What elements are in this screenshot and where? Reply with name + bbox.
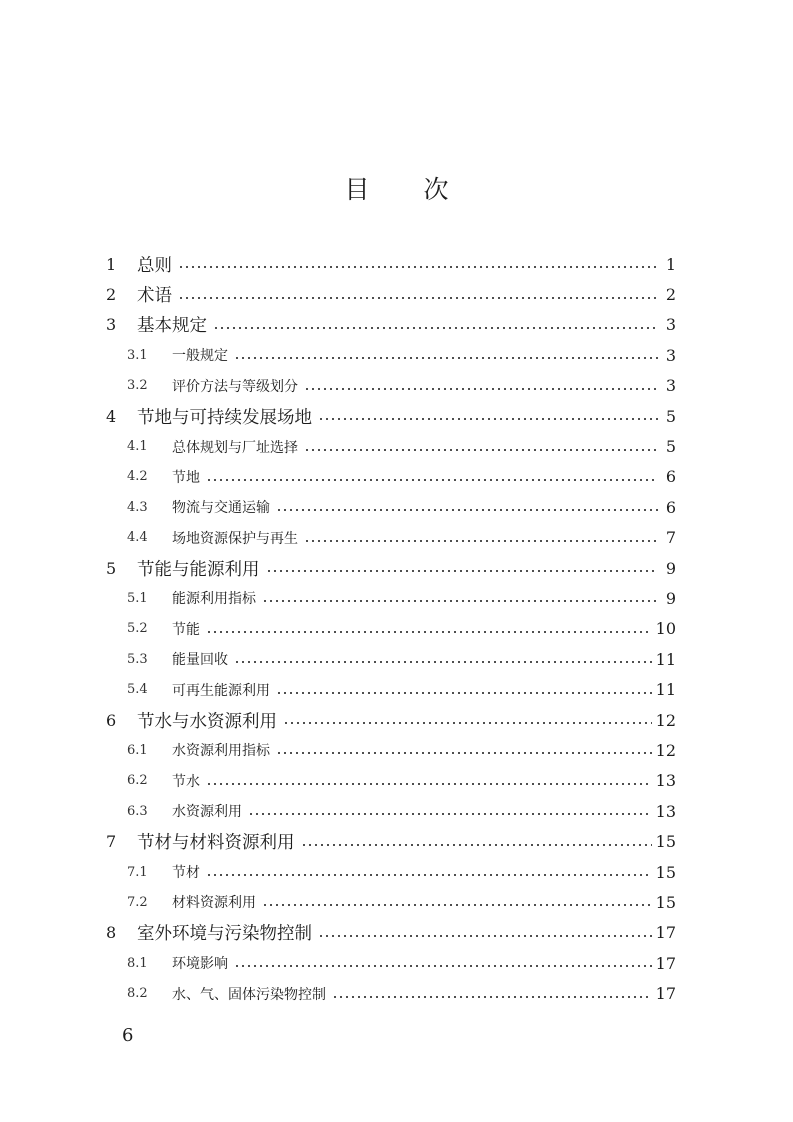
toc-section-entry[interactable] [106,644,676,674]
toc-dot-leader [234,661,652,663]
toc-entry-page: 13 [655,801,676,821]
toc-dot-leader [206,783,652,785]
toc-section-entry[interactable] [106,614,676,644]
page-title-char-2: 次 [423,175,449,204]
toc-chapter-entry[interactable] [106,249,676,279]
toc-entry-title: 节地与可持续发展场地 [137,407,312,428]
toc-entry-page: 11 [655,649,676,669]
toc-dot-leader [262,600,658,602]
toc-dot-leader [178,297,658,299]
toc-entry-title: 节材与材料资源利用 [137,833,295,854]
toc-entry-number: 6.2 [127,773,148,789]
toc-entry-number: 3.2 [127,378,148,394]
toc-section-entry[interactable] [106,978,676,1008]
toc-chapter-entry[interactable] [106,826,676,856]
toc-entry-number: 5.2 [127,621,148,637]
toc-entry-number: 3.1 [127,347,148,363]
toc-entry-number: 4.1 [127,439,148,455]
toc-dot-leader [318,935,652,937]
toc-entry-title: 节能 [172,621,200,638]
toc-dot-leader [283,722,652,724]
toc-entry-title: 节水 [172,773,200,790]
toc-section-entry[interactable] [106,462,676,492]
toc-entry-number: 4.3 [127,499,148,515]
toc-entry-title: 水、气、固体污染物控制 [172,986,326,1003]
toc-section-entry[interactable] [106,583,676,613]
toc-entry-page: 5 [665,437,676,457]
table-of-contents [106,249,676,1009]
toc-entry-page: 13 [655,771,676,791]
toc-dot-leader [276,509,658,511]
toc-entry-title: 评价方法与等级划分 [172,378,298,395]
toc-entry-number: 8.1 [127,955,148,971]
toc-entry-title: 节地 [172,469,200,486]
toc-entry-page: 9 [665,588,676,608]
toc-dot-leader [276,692,652,694]
toc-section-entry[interactable] [106,796,676,826]
toc-entry-number: 4.2 [127,469,148,485]
toc-dot-leader [178,266,658,268]
toc-entry-number: 4.4 [127,530,148,546]
toc-entry-title: 节材 [172,865,200,881]
toc-entry-title: 水资源利用指标 [172,743,270,760]
toc-entry-page: 15 [655,862,676,882]
toc-section-entry[interactable] [106,948,676,978]
toc-dot-leader [304,540,658,542]
toc-section-entry[interactable] [106,492,676,522]
toc-entry-title: 材料资源利用 [172,895,256,912]
toc-entry-number: 4 [106,406,117,426]
toc-entry-page: 17 [655,923,676,943]
toc-dot-leader [304,388,658,390]
toc-section-entry[interactable] [106,431,676,461]
toc-section-entry[interactable] [106,766,676,796]
toc-entry-number: 6.3 [127,803,148,819]
toc-dot-leader [262,904,652,906]
toc-entry-number: 3 [106,315,117,335]
toc-entry-page: 1 [665,254,676,274]
toc-dot-leader [266,570,659,572]
toc-entry-number: 5 [106,558,117,578]
toc-entry-page: 7 [665,528,676,548]
toc-entry-title: 室外环境与污染物控制 [137,924,312,945]
toc-section-entry[interactable] [106,887,676,917]
toc-chapter-entry[interactable] [106,553,676,583]
toc-dot-leader [276,752,652,754]
toc-entry-page: 15 [655,832,676,852]
toc-entry-title: 术语 [137,286,172,307]
page-number: 6 [122,1025,134,1046]
toc-entry-page: 6 [665,467,676,487]
toc-entry-title: 水资源利用 [172,804,242,821]
toc-entry-number: 7 [106,832,117,852]
toc-chapter-entry[interactable] [106,401,676,431]
toc-dot-leader [332,996,652,998]
toc-entry-title: 一般规定 [172,348,228,365]
toc-entry-title: 总体规划与厂址选择 [172,439,298,456]
toc-entry-page: 15 [655,892,676,912]
toc-entry-title: 总则 [137,255,172,276]
toc-entry-page: 17 [655,984,676,1004]
toc-entry-number: 5.1 [127,590,148,606]
toc-entry-number: 6.1 [127,742,148,758]
toc-entry-number: 5.4 [127,682,148,698]
toc-dot-leader [301,844,652,846]
toc-entry-number: 5.3 [127,651,148,667]
toc-dot-leader [234,357,658,359]
toc-entry-page: 3 [665,315,676,335]
toc-chapter-entry[interactable] [106,918,676,948]
toc-section-entry[interactable] [106,340,676,370]
toc-chapter-entry[interactable] [106,705,676,735]
toc-dot-leader [304,449,658,451]
toc-entry-title: 环境影响 [172,956,228,973]
toc-dot-leader [318,418,658,420]
toc-dot-leader [206,631,652,633]
toc-entry-page: 17 [655,953,676,973]
toc-entry-page: 12 [655,710,676,730]
toc-entry-page: 10 [655,619,676,639]
toc-section-entry[interactable] [106,674,676,704]
toc-dot-leader [206,479,658,481]
toc-entry-number: 2 [106,285,117,305]
toc-entry-number: 7.1 [127,864,148,880]
toc-entry-title: 物流与交通运输 [172,500,270,517]
toc-entry-page: 6 [665,497,676,517]
toc-entry-title: 节能与能源利用 [137,559,260,580]
toc-entry-title: 能量回收 [172,652,228,669]
toc-entry-title: 场地资源保护与再生 [172,530,298,547]
toc-entry-number: 6 [106,710,117,730]
toc-entry-title: 节水与水资源利用 [137,711,277,732]
toc-entry-title: 可再生能源利用 [172,682,270,699]
toc-section-entry[interactable] [106,735,676,765]
toc-entry-page: 5 [665,406,676,426]
toc-entry-title: 基本规定 [137,316,207,337]
toc-entry-page: 3 [665,376,676,396]
page-title [0,170,793,206]
toc-entry-page: 12 [655,740,676,760]
toc-entry-number: 8 [106,923,117,943]
toc-chapter-entry[interactable] [106,279,676,309]
toc-entry-number: 1 [106,254,117,274]
toc-entry-page: 3 [665,345,676,365]
toc-dot-leader [213,327,658,329]
toc-section-entry[interactable] [106,523,676,553]
toc-dot-leader [248,813,652,815]
toc-entry-page: 2 [665,285,676,305]
toc-dot-leader [206,874,652,876]
toc-entry-title: 能源利用指标 [172,591,256,608]
toc-entry-page: 11 [655,680,676,700]
toc-section-entry[interactable] [106,857,676,887]
toc-entry-page: 9 [665,558,676,578]
toc-chapter-entry[interactable] [106,310,676,340]
toc-entry-number: 8.2 [127,986,148,1002]
toc-section-entry[interactable] [106,371,676,401]
toc-entry-number: 7.2 [127,894,148,910]
page-title-char-1: 目 [344,175,370,204]
toc-dot-leader [234,965,652,967]
